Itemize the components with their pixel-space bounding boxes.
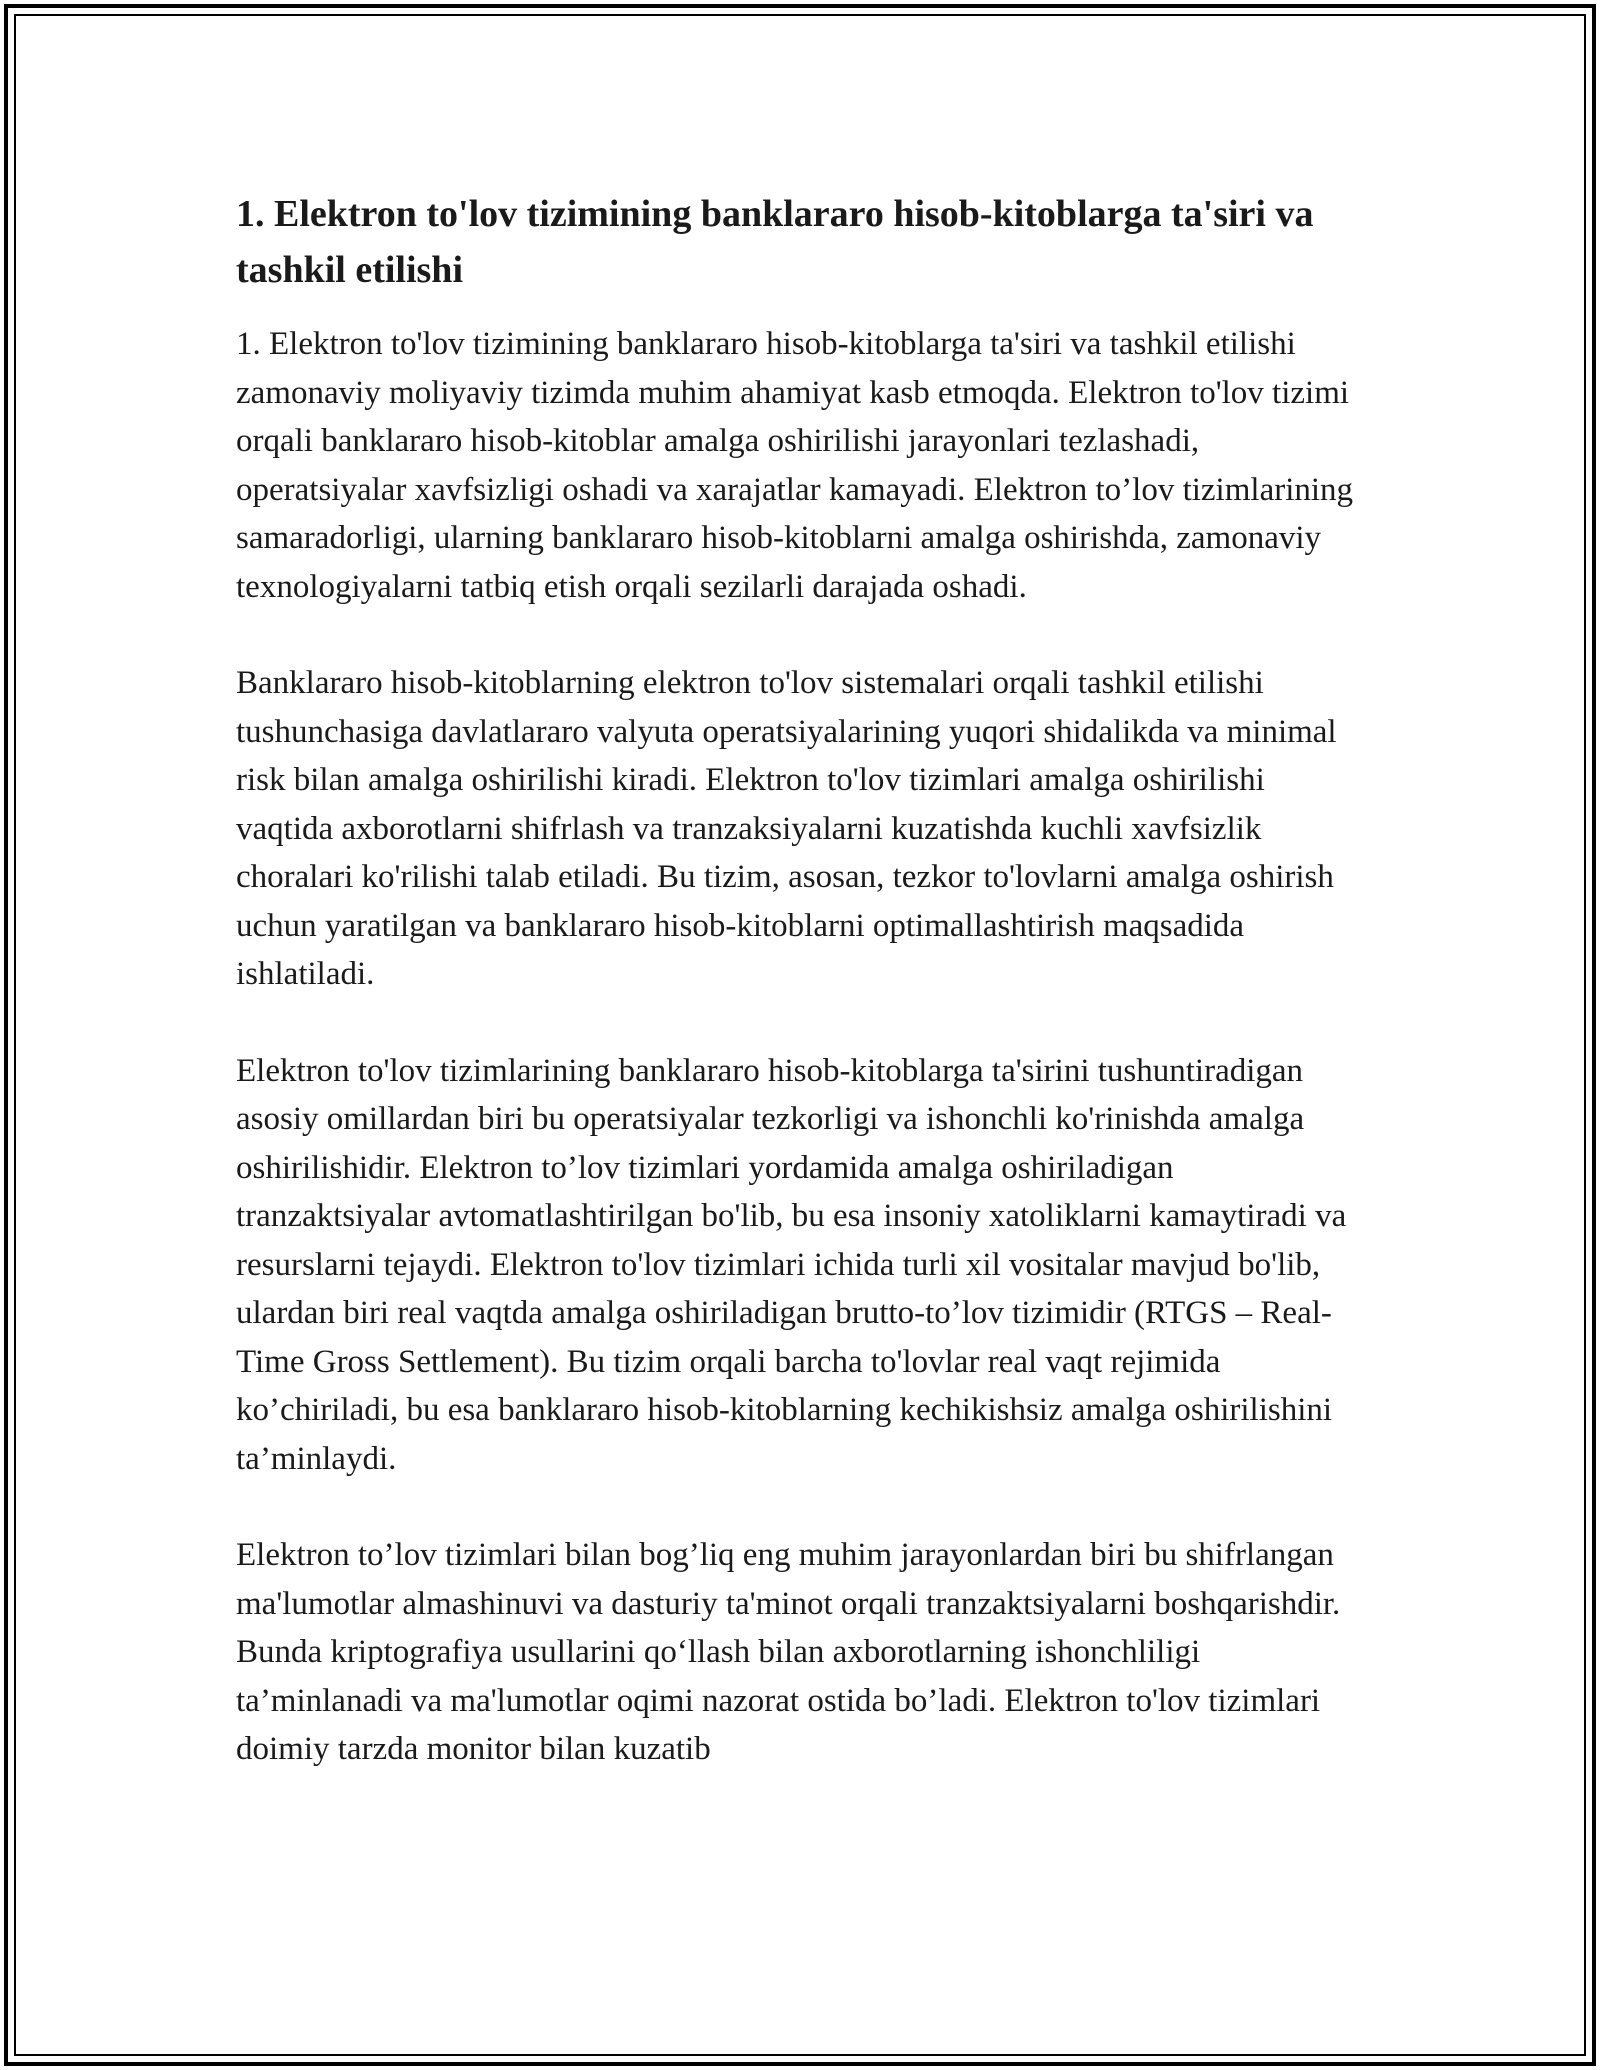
paragraph-1: 1. Elektron to'lov tizimining banklararo hisob-kitoblarga ta'siri va tashkil etilishi zamonaviy moliyaviy tizimda muhim ahamiyat kasb etmoqda. Elektron to'lov tizimi orqali banklararo hisob-kitoblar amalga oshirilishi jarayonlari tezlashadi, operatsiyalar xavfsizligi oshadi va xarajatlar kamayadi. Elektron to’lov tizimlarining samaradorligi, ularning banklararo hisob-kitoblarni amalga oshirishda, zamonaviy texnologiyalarni tatbiq etish orqali sezilarli darajada oshadi. xyxy=(236,326,1354,605)
paragraph-2: Banklararo hisob-kitoblarning elektron to'lov sistemalari orqali tashkil etilishi tushunchasiga davlatlararo valyuta operatsiyalarining yuqori shidalikda va minimal risk bilan amalga oshirilishi kiradi. Elektron to'lov tizimlari amalga oshirilishi vaqtida axborotlarni shifrlash va tranzaksiyalarni kuzatishda kuchli xavfsizlik choralari ko'rilishi talab etiladi. Bu tizim, asosan, tezkor to'lovlarni amalga oshirish uchun yaratilgan va banklararo hisob-kitoblarni optimallashtirish maqsadida ishlatiladi. xyxy=(236,665,1337,992)
paragraph-3: Elektron to'lov tizimlarining banklararo hisob-kitoblarga ta'sirini tushuntiradigan asosiy omillardan biri bu operatsiyalar tezkorligi va ishonchli ko'rinishda amalga oshirilishidir. Elektron to’lov tizimlari yordamida amalga oshiriladigan tranzaktsiyalar avtomatlashtirilgan bo'lib, bu esa insoniy xatoliklarni kamaytiradi va resurslarni tejaydi. Elektron to'lov tizimlari ichida turli xil vositalar mavjud bo'lib, ulardan biri real vaqtda amalga oshiriladigan brutto-to’lov tizimidir (RTGS – Real-Time Gross Settlement). Bu tizim orqali barcha to'lovlar real vaqt rejimida ko’chiriladi, bu esa banklararo hisob-kitoblarning kechikishsiz amalga oshirilishini ta’minlaydi. xyxy=(236,1052,1347,1477)
section-heading: 1. Elektron to'lov tizimining banklararo hisob-kitoblarga ta'siri va tashkil etilishi xyxy=(236,193,1314,291)
document-body xyxy=(236,186,1366,1822)
paragraph-4: Elektron to’lov tizimlari bilan bog’liq eng muhim jarayonlardan biri bu shifrlangan ma'lumotlar almashinuvi va dasturiy ta'minot orqali tranzaktsiyalarni boshqarishdir. Bunda kriptografiya usullarini qo‘llash bilan axborotlarning ishonchliligi ta’minlanadi va ma'lumotlar oqimi nazorat ostida bo’ladi. Elektron to'lov tizimlari doimiy tarzda monitor bilan kuzatib xyxy=(236,1537,1341,1767)
